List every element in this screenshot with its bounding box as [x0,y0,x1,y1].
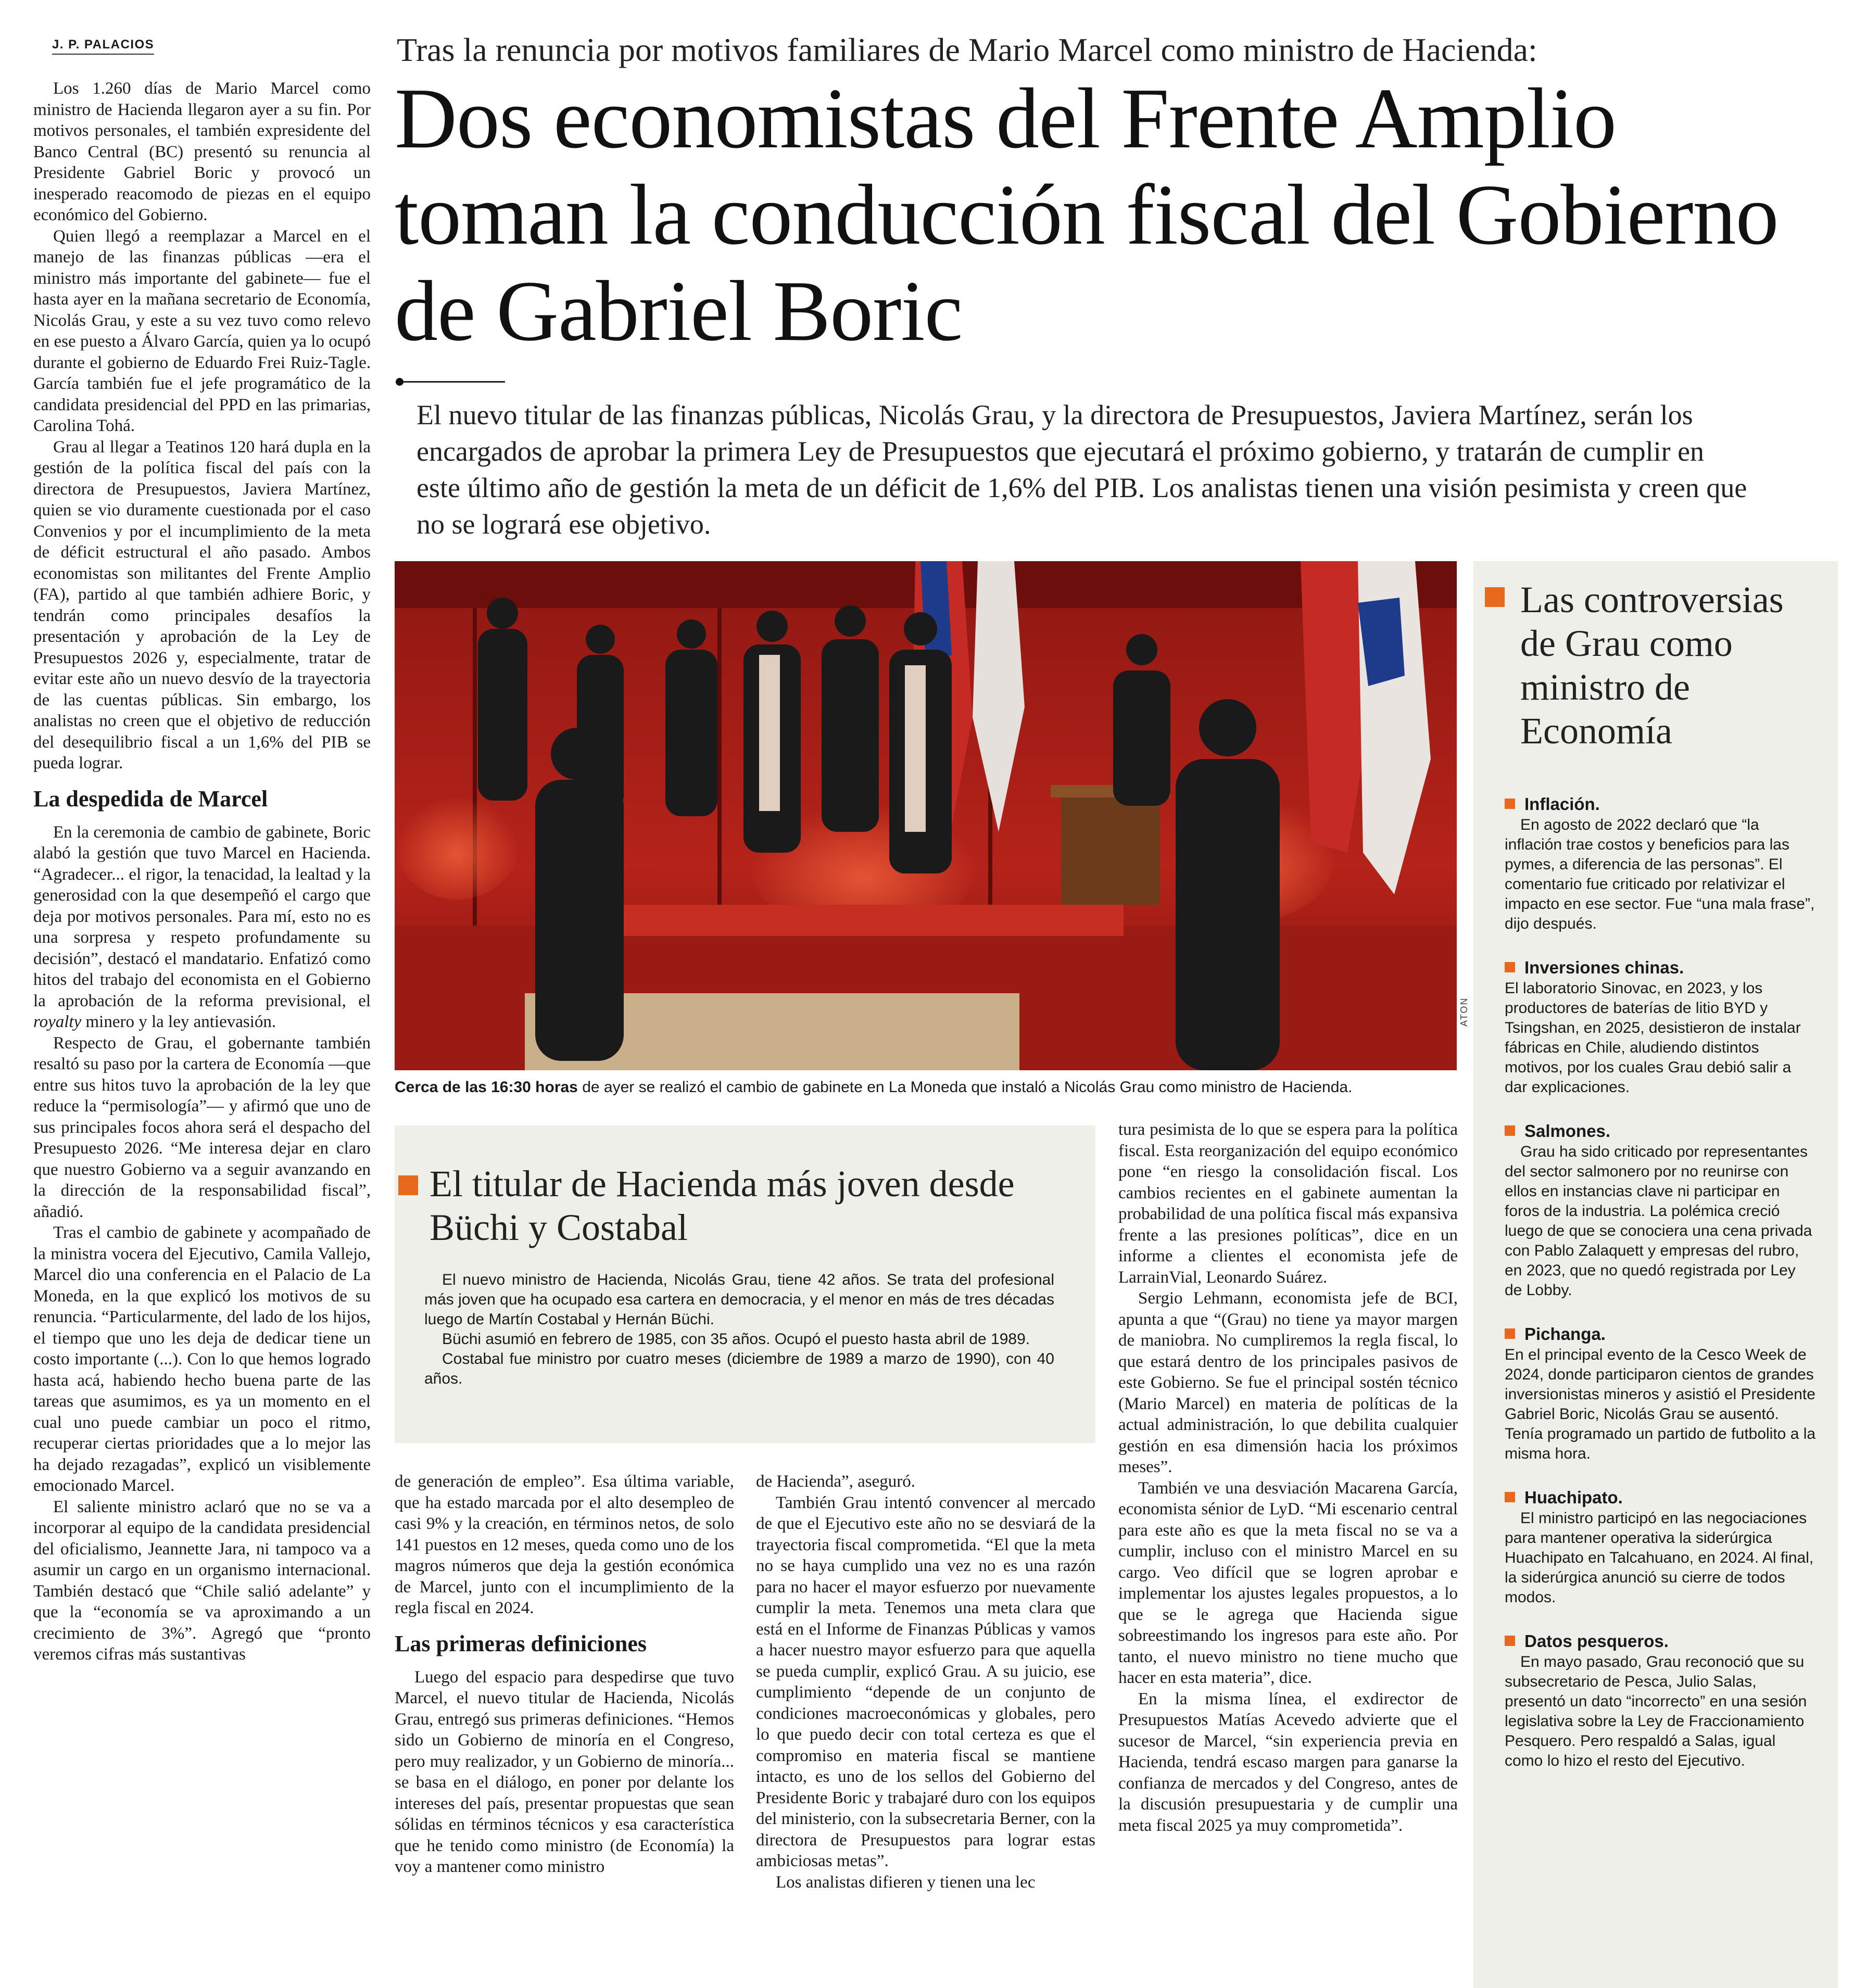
bullet-square-icon [1505,1492,1515,1502]
bullet-square-icon [1505,799,1515,809]
paragraph: Büchi asumió en febrero de 1985, con 35 años. Ocupó el puesto hasta abril de 1989. [442,1331,1030,1348]
list-item [1505,1323,1817,1464]
paragraph: tura pesimista de lo que se espera para la política fiscal. Esta reorganización del equipo económico pone “en riesgo la consolidación fiscal. Los cambios recientes en el gabinete aumentan la probabilidad de una política fiscal más expansiva frente a las presiones políticas”, dice en un informe a clientes el economista jefe de LarrainVial, Leonardo Suárez. [1118,1120,1458,1287]
item-text: Grau ha sido criticado por representantes del sector salmonero por no reunirse con ellos en instancias clave ni participar en foros de la industria. La polémica creció luego de que se conociera una cena privada con Pablo Zalaquett y empresas del rubro, en 2023, que no quedó registrada por Ley de Lobby. [1505,1143,1812,1299]
paragraph: Los 1.260 días de Mario Marcel como ministro de Hacienda llegaron ayer a su fin. Por motivos personales, el también expresidente del Banco Central (BC) presentó su renuncia al Presidente Gabriel Boric y provocó un inesperado reacomodo de piezas en el equipo económico del Gobierno. [33,79,371,224]
item-heading: Huachipato. [1524,1488,1623,1507]
item-heading: Salmones. [1524,1121,1611,1141]
item-heading: Inversiones chinas. [1524,958,1684,977]
article-column-4 [1118,1119,1458,1836]
paragraph: En la misma línea, el exdirector de Presupuestos Matías Acevedo advierte que el sucesor de Marcel, “sin experiencia previa en Hacienda, tendrá escaso margen para ganarse la confianza de mercados y del Congreso, antes de la discusión presupuestaria y de cumplir una meta fiscal 2025 ya muy comprometida”. [1118,1689,1458,1835]
sidebar-title: Las controversias de Grau como ministro de Economía [1520,579,1784,752]
bullet-square-icon [1505,962,1515,972]
paragraph: de Hacienda”, aseguró. [756,1472,916,1491]
item-text: El laboratorio Sinovac, en 2023, y los productores de baterías de litio BYD y Tsingshan, en 2025, desistieron de instalar fábricas en Chile, aludiendo distintos motivos, por los cuales Grau debió salir a dar explicaciones. [1505,980,1801,1096]
headline: Dos economistas del Frente Amplio toman la conducción fiscal del Gobierno de Gabriel Boric [395,70,1779,359]
article-column-2 [395,1471,734,1878]
list-item [1505,1120,1817,1300]
list-item [1505,957,1817,1097]
subheading: Las primeras definiciones [395,1630,647,1656]
infobox-title: El titular de Hacienda más joven desde Büchi y Costabal [430,1163,1015,1248]
rule-dot [396,378,403,386]
item-text: El ministro participó en las negociaciones para mantener operativa la siderúrgica Huachipato en Talcahuano, en 2024. Al final, la siderúrgica anunció su cierre de todos modos. [1505,1510,1814,1606]
photo [395,561,1457,1070]
byline: J. P. PALACIOS [52,37,154,55]
list-item [1505,1630,1817,1771]
paragraph: Luego del espacio para despedirse que tuvo Marcel, el nuevo titular de Hacienda, Nicolás Grau, entregó sus primeras definiciones. “Hemos sido un Gobierno de minoría en el Congreso, pero muy realizador, y un Gobierno de minoría... se basa en el diálogo, en poner por delante los intereses del país, presentar propuestas que sean sólidas en términos técnicos y esa característica que he tenido como ministro (de Economía) la voy a mantener como ministro [395,1667,734,1876]
paragraph: El nuevo ministro de Hacienda, Nicolás Grau, tiene 42 años. Se trata del profesional más joven que ha ocupado esa cartera en democracia, y el menor en más de tres décadas luego de Martín Costabal y Hernán Büchi. [424,1271,1054,1328]
paragraph: Sergio Lehmann, economista jefe de BCI, apunta a que “(Grau) no tiene ya mayor margen de maniobra. No cumpliremos la regla fiscal, lo que estará dentro de los principales pasivos de este Gobierno. Se fue el principal sostén técnico (Mario Marcel) en materia de políticas de la actual administración, lo que debilita cualquier gestión en esa dimensión hacia los próximos meses”. [1118,1289,1458,1476]
paragraph: Costabal fue ministro por cuatro meses (diciembre de 1989 a marzo de 1990), con 40 años. [424,1350,1054,1387]
paragraph: Respecto de Grau, el gobernante también resaltó su paso por la cartera de Economía —que entre sus hitos tuvo la aprobación de la ley que reduce la “permisología”— y afirmó que uno de sus principales focos ahora será el despacho del Presupuesto 2026. “Me interesa dejar en claro que nuestro Gobierno va a seguir avanzando en la dirección de la responsabilidad fiscal”, añadió. [33,1033,371,1221]
infobox-body [424,1270,1054,1389]
item-heading: Inflación. [1524,794,1600,814]
accent-square-icon [398,1175,418,1195]
bullet-square-icon [1505,1125,1515,1136]
paragraph: En la ceremonia de cambio de gabinete, Boric alabó la gestión que tuvo Marcel en Hacienda. “Agradecer... el rigor, la tenacidad, la lealtad y la generosidad con la que desempeñó el cargo que deja por motivos personales. Para mí, esto no es una sorpresa y respeto profundamente su decisión”, destacó el mandatario. Enfatizó como hitos del trabajo del economista en el Gobierno la aprobación de la reforma previsional, el royalty minero y la ley antievasión. [33,822,371,1031]
article-column-3 [756,1471,1095,1893]
deck: El nuevo titular de las finanzas públicas, Nicolás Grau, y la directora de Presupuestos, Javiera Martínez, serán los encargados de aprobar la primera Ley de Presupuestos que ejecutará el próximo gobierno, y tratarán de cumplir en este último año de gestión la meta de un déficit de 1,6% del PIB. Los analistas tienen una visión pesimista y creen que no se logrará ese objetivo. [417,399,1747,540]
accent-square-icon [1485,587,1505,607]
item-heading: Pichanga. [1524,1324,1606,1344]
item-text: En mayo pasado, Grau reconoció que su subsecretario de Pesca, Julio Salas, presentó un dato “incorrecto” en una sesión legislativa sobre la Ley de Fraccionamiento Pesquero. Pero respaldó a Salas, igual como lo hizo el resto del Ejecutivo. [1505,1653,1807,1769]
bullet-square-icon [1505,1636,1515,1646]
paragraph: El saliente ministro aclaró que no se va a incorporar al equipo de la candidata presidencial del oficialismo, Jeannette Jara, ni tampoco va a asumir un cargo en un organismo internacional. También destacó que “Chile salió adelante” y que la “economía se va aproximando a un crecimiento de 3%”. Agregó que “pronto veremos cifras más sustantivas [33,1497,371,1664]
item-text: En agosto de 2022 declaró que “la inflación trae costos y beneficios para las pymes, a diferencia de las personas”. El comentario fue criticado por relativizar el impacto en ese sector. Fue “una mala frase”, dijo después. [1505,816,1815,932]
paragraph: También ve una desviación Macarena García, economista sénior de LyD. “Mi escenario central para este año es que la meta fiscal no se va a cumplir, incluso con el ministro Marcel en su cargo. Veo difícil que se logren aprobar e implementar los ajustes legales propuestos, a lo que se le agrega que Hacienda sigue sobreestimando los ingresos para este año. Por tanto, el nuevo ministro no tiene mucho que hacer en esta materia”, dice. [1118,1478,1458,1687]
list-item [1505,793,1817,934]
subheading: La despedida de Marcel [33,786,268,812]
paragraph: También Grau intentó convencer al mercado de que el Ejecutivo este año no se desviará de la trayectoria fiscal comprometida. “El que la meta no se haya cumplido una vez no es una razón para no hacer el mayor esfuerzo por nuevamente cumplir la meta. Tenemos una meta clara que está en el Informe de Finanzas Públicas y vamos a hacer nuestro mayor esfuerzo para que aquella se pueda cumplir, explicó Grau. A su juicio, ese cumplimiento “depende de un conjunto de condiciones macroeconómicas y globales, pero lo que puedo decir con total certeza es que el compromiso en materia fiscal se mantiene intacto, es uno de los sellos del Gobierno del Presidente Boric y trabajaré duro con los equipos del ministerio, con la subsecretaria Berner, con la directora de Presupuestos para lograr estas ambiciosas metas”. [756,1493,1096,1870]
paragraph: Grau al llegar a Teatinos 120 hará dupla en la gestión de la política fiscal del país con la directora de Presupuestos, Javiera Martínez, quien se vio duramente cuestionada por el caso Convenios y por el incumplimiento de la meta de déficit estructural el año pasado. Ambos economistas son militantes del Frente Amplio (FA), partido al que también adhiere Boric, y tendrán como principales desafíos la presentación y aprobación de la Ley de Presupuestos 2026 y, especialmente, tratar de evitar este año un nuevo desvío de la trayectoria de las cuentas públicas. Sin embargo, los analistas no creen que el objetivo de reducción del desequilibrio fiscal a un 1,6% del PIB se pueda lograr. [33,437,371,773]
kicker: Tras la renuncia por motivos familiares de Mario Marcel como ministro de Hacienda: [397,31,1537,68]
paragraph: Los analistas difieren y tienen una lec [776,1872,1036,1892]
ceremony-photo-illustration [395,561,1457,1070]
list-item [1505,1487,1817,1607]
paragraph: Quien llegó a reemplazar a Marcel en el manejo de las finanzas públicas —era el ministro más importante del gabinete— fue el hasta ayer en la mañana secretario de Economía, Nicolás Grau, y este a su vez tuvo como relevo en ese puesto a Álvaro García, quien ya lo ocupó durante el gobierno de Eduardo Frei Ruiz-Tagle. García también fue el jefe programático de la candidata presidencial del PPD en las primarias, Carolina Tohá. [33,226,371,435]
paragraph: Tras el cambio de gabinete y acompañado de la ministra vocera del Ejecutivo, Camila Vallejo, Marcel dio una conferencia en el Palacio de La Moneda, en la que explicó los motivos de su renuncia. “Particularmente, del lado de los hijos, el tiempo que uno les deja de dedicar tiene un costo importante (...). Con lo que hemos logrado hasta acá, habiendo hecho buena parte de las tareas que asumimos, es ya un momento en el cual uno puede cambiar un poco el ritmo, recuperar ciertas prioridades que a lo mejor las ha dejado rezagadas”, explicó un visiblemente emocionado Marcel. [33,1223,371,1495]
bullet-square-icon [1505,1328,1515,1339]
rule-line [396,381,505,383]
photo-caption: Cerca de las 16:30 horas de ayer se realizó el cambio de gabinete en La Moneda que instaló a Nicolás Grau como ministro de Hacienda. [395,1079,1353,1096]
article-column-1 [33,78,371,1665]
sidebar-list [1505,793,1817,1794]
paragraph: de generación de empleo”. Esa última variable, que ha estado marcada por el alto desempleo de casi 9% y la creación, en términos netos, de solo 141 puestos en 12 meses, queda como uno de los magros números que deja la gestión económica de Marcel, junto con el incumplimiento de la regla fiscal en 2024. [395,1472,734,1617]
item-text: En el principal evento de la Cesco Week de 2024, donde participaron cientos de grandes inversionistas mineros y asistió el Presidente Gabriel Boric, Nicolás Grau se ausentó. Tenía programado un partido de futbolito a la misma hora. [1505,1346,1816,1462]
item-heading: Datos pesqueros. [1524,1631,1669,1651]
photo-credit: ATON [1459,997,1469,1027]
